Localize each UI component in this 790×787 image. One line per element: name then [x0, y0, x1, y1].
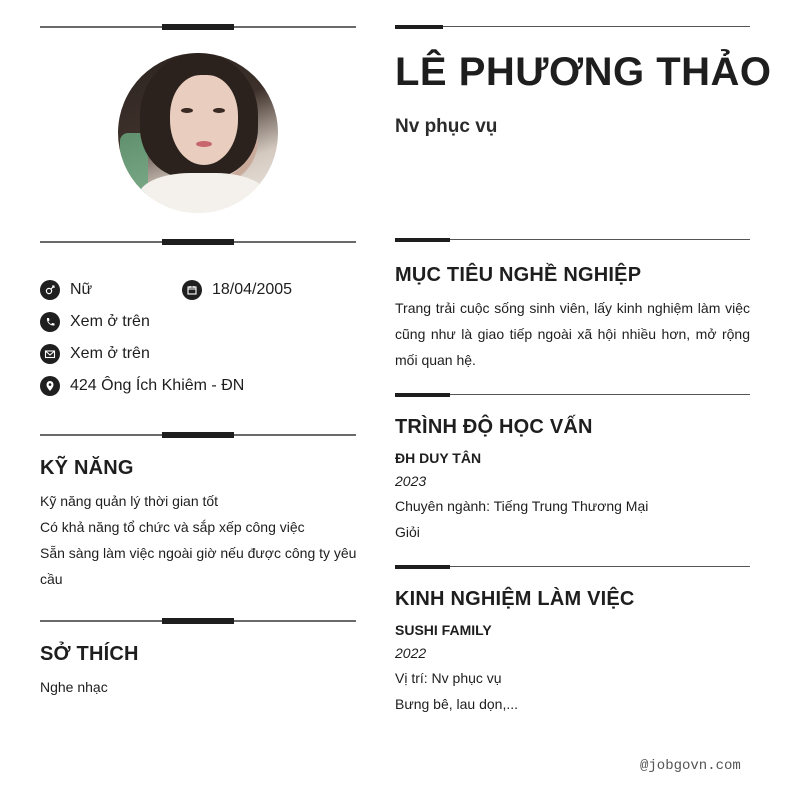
info-gender: [40, 279, 92, 301]
objective-line: Trang trải cuộc sống sinh viên, lấy kinh nghiệm làm việc: [395, 300, 750, 316]
education-grade: Giỏi: [395, 524, 420, 540]
email-icon: [40, 344, 60, 364]
education-year: 2023: [395, 473, 427, 489]
skill-item: cầu: [40, 571, 63, 587]
experience-description: Bưng bê, lau dọn,...: [395, 696, 519, 712]
info-email: [40, 343, 150, 365]
education-title: TRÌNH ĐỘ HỌC VẤN: [395, 416, 593, 438]
avatar-shirt: [138, 173, 268, 213]
candidate-name: LÊ PHƯƠNG THẢO: [395, 50, 772, 94]
hobbies-title: SỞ THÍCH: [40, 643, 139, 665]
info-phone: [40, 311, 150, 333]
education-major: Chuyên ngành: Tiếng Trung Thương Mại: [395, 498, 649, 514]
experience-year: 2022: [395, 645, 427, 661]
experience-title: KINH NGHIỆM LÀM VIỆC: [395, 588, 635, 610]
info-dob: [182, 279, 292, 301]
skill-item: Sẵn sàng làm việc ngoài giờ nếu được công ty yêu: [40, 545, 357, 561]
email-value: Xem ở trên: [70, 345, 150, 362]
skills-title: KỸ NĂNG: [40, 457, 134, 479]
objective-title: MỤC TIÊU NGHỀ NGHIỆP: [395, 264, 642, 286]
watermark: @jobgovn.com: [640, 758, 741, 774]
gender-icon: [40, 280, 60, 300]
objective-line: mối quan hệ.: [395, 352, 476, 368]
calendar-icon: [182, 280, 202, 300]
skill-item: Kỹ năng quản lý thời gian tốt: [40, 493, 219, 509]
avatar-face: [170, 75, 238, 165]
avatar-lips: [196, 141, 212, 147]
divider-below-avatar: [40, 237, 356, 247]
divider-top-right: [395, 23, 750, 31]
divider-above-education: [395, 391, 750, 399]
dob-value: 18/04/2005: [212, 281, 293, 298]
job-title: Nv phục vụ: [395, 116, 498, 137]
divider-above-objective: [395, 236, 750, 244]
divider-above-hobbies: [40, 616, 356, 626]
location-icon: [40, 376, 60, 396]
address-value: 424 Ông Ích Khiêm - ĐN: [70, 377, 245, 394]
info-address: [40, 375, 244, 397]
experience-company: SUSHI FAMILY: [395, 622, 492, 638]
divider-top-left: [40, 22, 356, 32]
hobby-item: Nghe nhạc: [40, 679, 108, 695]
gender-value: Nữ: [70, 281, 93, 298]
avatar-eye-left: [181, 108, 193, 113]
phone-value: Xem ở trên: [70, 313, 150, 330]
experience-position: Vị trí: Nv phục vụ: [395, 670, 502, 686]
divider-above-skills: [40, 430, 356, 440]
skill-item: Có khả năng tổ chức và sắp xếp công việc: [40, 519, 305, 535]
education-school: ĐH DUY TÂN: [395, 450, 482, 466]
objective-line: cũng như là giao tiếp ngoài xã hội nhiều hơn, mở rộng: [395, 326, 750, 342]
avatar: [118, 53, 278, 213]
phone-icon: [40, 312, 60, 332]
divider-above-experience: [395, 563, 750, 571]
avatar-eye-right: [213, 108, 225, 113]
